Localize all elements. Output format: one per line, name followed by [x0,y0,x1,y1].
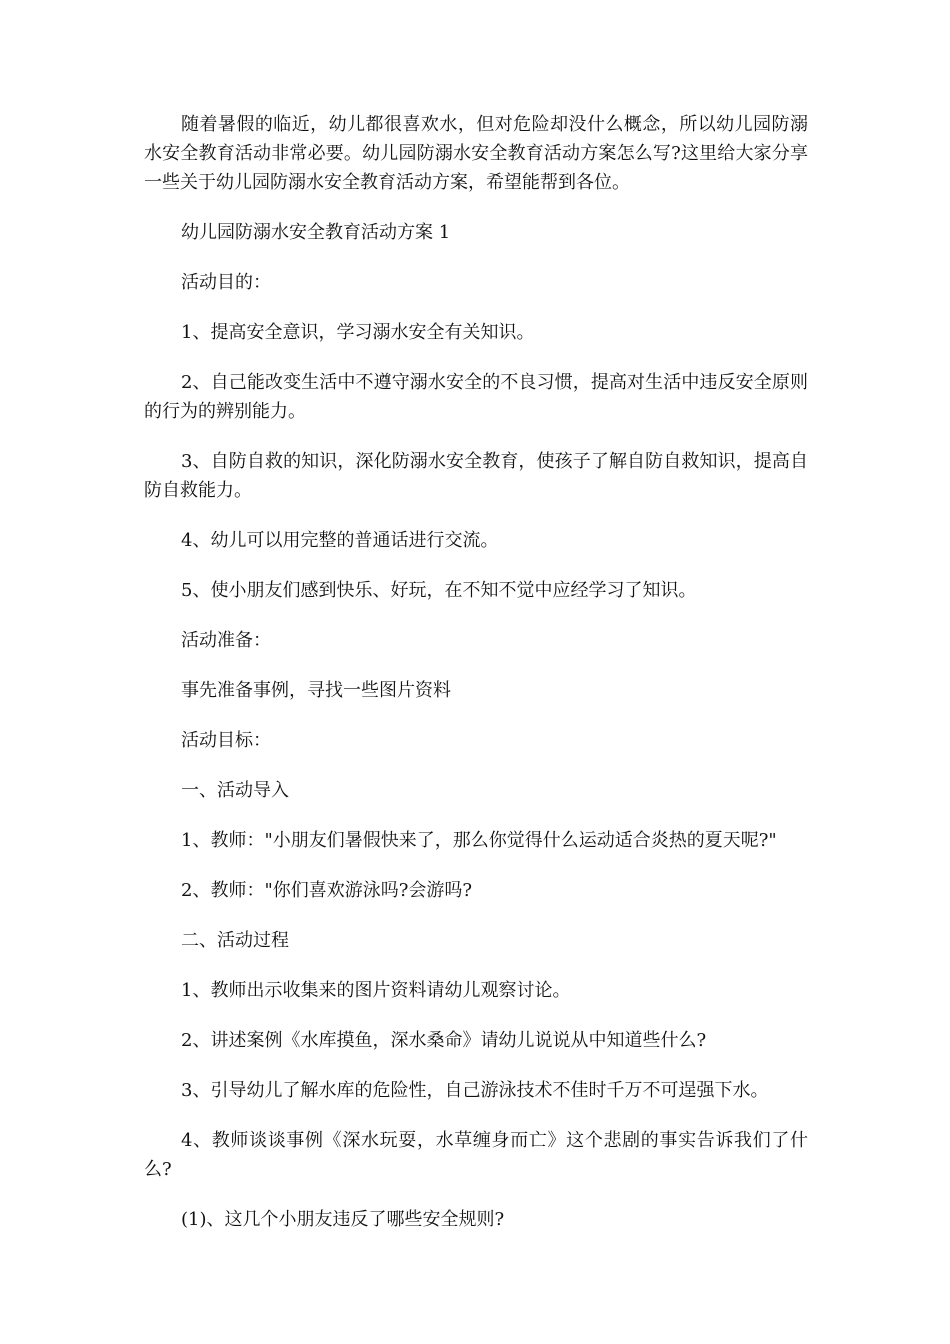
intro-paragraph: 随着暑假的临近，幼儿都很喜欢水，但对危险却没什么概念，所以幼儿园防溺水安全教育活动非常必要。幼儿园防溺水安全教育活动方案怎么写?这里给大家分享一些关于幼儿园防溺水安全教育活动方案，希望能帮到各位。 [144,114,808,193]
heading-activity-purpose: 活动目的： [181,272,271,293]
heading-activity-goals: 活动目标： [181,730,271,751]
process-item-4: 4、教师谈谈事例《深水玩耍，水草缠身而亡》这个悲剧的事实告诉我们了什么? [144,1130,808,1180]
preparation-text: 事先准备事例，寻找一些图片资料 [181,680,451,701]
document-body [144,110,808,1255]
process-subitem-1: (1)、这几个小朋友违反了哪些安全规则? [181,1209,505,1230]
process-item-3: 3、引导幼儿了解水库的危险性，自己游泳技术不佳时千万不可逞强下水。 [181,1080,769,1101]
heading-activity-process: 二、活动过程 [181,930,289,951]
heading-activity-preparation: 活动准备： [181,630,271,651]
intro-item-2: 2、教师："你们喜欢游泳吗?会游吗? [181,880,473,901]
purpose-item-1: 1、提高安全意识，学习溺水安全有关知识。 [181,322,535,343]
purpose-item-2: 2、自己能改变生活中不遵守溺水安全的不良习惯，提高对生活中违反安全原则的行为的辨别能力。 [144,372,808,422]
heading-activity-intro: 一、活动导入 [181,780,289,801]
purpose-item-4: 4、幼儿可以用完整的普通话进行交流。 [181,530,499,551]
process-item-1: 1、教师出示收集来的图片资料请幼儿观察讨论。 [181,980,571,1001]
purpose-item-5: 5、使小朋友们感到快乐、好玩，在不知不觉中应经学习了知识。 [181,580,697,601]
section-title: 幼儿园防溺水安全教育活动方案 1 [181,222,451,243]
process-item-2: 2、讲述案例《水库摸鱼，深水桑命》请幼儿说说从中知道些什么? [181,1030,707,1051]
purpose-item-3: 3、自防自救的知识，深化防溺水安全教育，使孩子了解自防自救知识，提高自防自救能力。 [144,451,808,501]
intro-item-1: 1、教师："小朋友们暑假快来了，那么你觉得什么运动适合炎热的夏天呢?" [181,830,777,851]
